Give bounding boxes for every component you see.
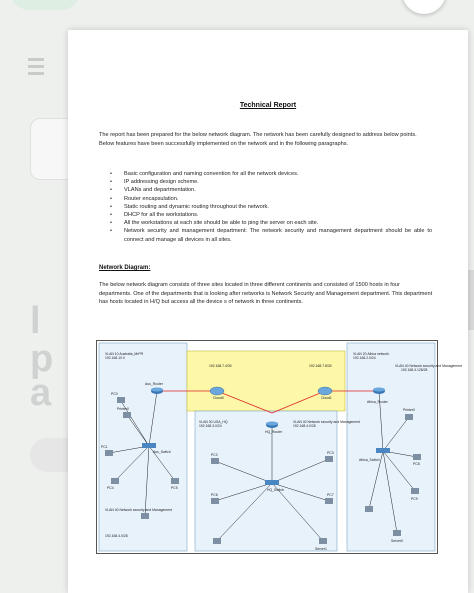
right-switch-label: Africa_Switch <box>359 458 380 462</box>
pc-label: PC6 <box>211 493 218 497</box>
list-item: • VLANs and departmentation. <box>110 186 432 194</box>
hq-switch-label: HQ_Switch <box>267 488 284 492</box>
pc-label: PC5 <box>171 486 178 490</box>
pc-label: PC8 <box>413 462 420 466</box>
right-router-label: Africa_Router <box>367 400 388 404</box>
switch-icon[interactable] <box>265 480 279 485</box>
list-item: • Router encapsulation. <box>110 195 432 203</box>
pc-label: PC0 <box>111 392 118 396</box>
list-item: • Network security and management department: The network security and management department should be able to connect and manage all devices in all sites. <box>110 227 432 243</box>
scrollbar[interactable] <box>468 270 474 330</box>
list-item: • DHCP for all the workstations. <box>110 211 432 219</box>
intro-paragraph: The report has been prepared for the below network diagram. The network has been carefully designed to address below points. Below features have been successfully implemented on the network and in the following paragraphs. <box>99 132 417 147</box>
cloud-right-label: Cloud1 <box>321 396 332 400</box>
hq-vlan-left-ip: 192.168.3.0/24 <box>199 424 222 428</box>
right-vlan-label: VLAN 20 Africa network <box>353 352 389 356</box>
cloud-icon[interactable] <box>210 387 224 395</box>
feature-list <box>110 170 432 244</box>
wan-link-right-label: 192.168.7.8/30 <box>309 364 332 368</box>
hq-vlan-right-ip: 192.168.4.0/28 <box>293 424 316 428</box>
wan-area <box>187 351 345 411</box>
background-top-button[interactable] <box>10 0 80 10</box>
switch-icon[interactable] <box>376 448 390 453</box>
left-router-label: Aus_Router <box>145 382 163 386</box>
background-letter-l: l <box>30 300 41 342</box>
pc-label: PC3 <box>327 451 334 455</box>
hq-vlan-left-label: VLAN 30 USA_HQ <box>199 420 228 424</box>
left-bottom-vlan-ip: 192.168.4.0/28 <box>105 534 128 538</box>
report-title: Technical Report <box>239 102 297 109</box>
background-menu-icon[interactable] <box>28 58 44 79</box>
list-item: • All the workstations at each site should be able to ping the server on each site. <box>110 219 432 227</box>
wan-link-left-label: 192.168.7.4/30 <box>209 364 232 368</box>
pc-label: PC2 <box>211 453 218 457</box>
hq-vlan-right-label: VLAN 40 Network security and Management <box>293 420 360 424</box>
pc-label: Printer0 <box>117 407 129 411</box>
left-switch-label: Aus_Switch <box>153 450 171 454</box>
router-icon[interactable] <box>373 388 385 395</box>
network-diagram <box>96 340 462 554</box>
right-vlan-mgmt-label: VLAN 40 Network security and Management <box>395 364 462 368</box>
list-item: • Static routing and dynamic routing throughout the network. <box>110 203 432 211</box>
list-item: • Basic configuration and naming convention for all the network devices. <box>110 170 432 178</box>
cloud-icon[interactable] <box>318 387 332 395</box>
background-letter-p: p <box>30 338 54 380</box>
pc-label: PC9 <box>411 497 418 501</box>
pc-label: PC4 <box>107 486 114 490</box>
cloud-left-label: Cloud0 <box>213 396 224 400</box>
switch-icon[interactable] <box>142 443 156 448</box>
diagram-heading: Network Diagram: <box>99 265 151 271</box>
background-letter-a: a <box>30 372 52 414</box>
right-vlan-ip: 192.168.2.0/24 <box>353 356 376 360</box>
pc-label: Printer0 <box>403 408 415 412</box>
left-bottom-vlan-label: VLAN 40 Network security and Management <box>105 508 172 512</box>
document-page <box>68 30 468 593</box>
pc-label: Server0 <box>391 539 403 543</box>
left-vlan-label: VLAN 10 Australia_MrPR <box>105 352 144 356</box>
router-icon[interactable] <box>266 422 278 429</box>
network-diagram-svg <box>97 341 462 553</box>
pc-label: Server1 <box>315 547 327 551</box>
right-site-area <box>347 343 435 551</box>
router-icon[interactable] <box>151 388 163 395</box>
list-item: • IP addressing design scheme. <box>110 178 432 186</box>
right-vlan-mgmt-ip: 192.168.4.128/28 <box>401 368 428 372</box>
diagram-paragraph: The below network diagram consists of three sites located in three different continents and consisted of 1500 hosts in four departments. One of the departments that is looking after networks is Network Security and Management department. This department has hosts located in H/Q but access all the device s of network in three continents. <box>99 282 433 306</box>
pc-label: PC1 <box>101 445 108 449</box>
pc-label: PC7 <box>327 493 334 497</box>
background-close-circle[interactable] <box>402 0 446 14</box>
left-vlan-ip: 192.168.10.0 <box>105 356 125 360</box>
hq-router-label: HQ_Router <box>265 430 283 434</box>
